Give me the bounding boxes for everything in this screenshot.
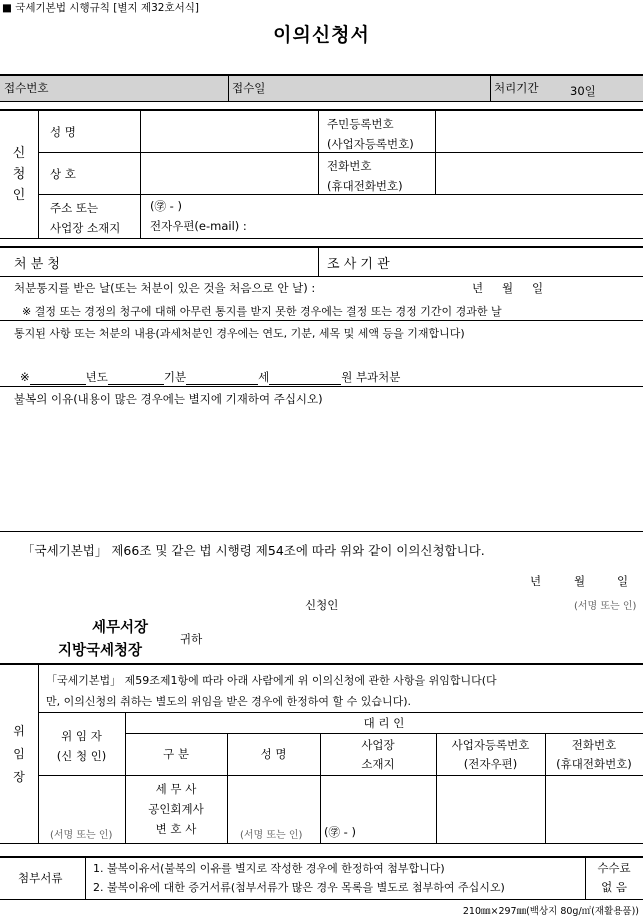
attachments-label: 첨부서류 — [18, 871, 63, 885]
trade-name-field[interactable] — [142, 154, 317, 193]
col-type-header: 구 분 — [163, 747, 189, 761]
applicant-signature-hint[interactable]: (서명 또는 인) — [574, 601, 637, 612]
form-law-reference: ■ 국세기본법 시행규칙 [별지 제32호서식] — [2, 2, 199, 14]
recipient-tax-office: 세무서장 — [92, 620, 149, 636]
attachment-item-2: 2. 불복이유에 대한 증거서류(첨부서류가 많은 경우 목록을 별도로 첨부하여 주십시오) — [93, 881, 505, 894]
tax-disposition-line[interactable]: ※ 년도 기분 세 원 부과처분 — [20, 370, 401, 384]
declaration-day-label: 일 — [617, 574, 629, 588]
receipt-number-label: 접수번호 — [4, 81, 49, 95]
phone-label: 전화번호 (휴대전화번호) — [327, 159, 403, 193]
col-phone-header: 전화번호 (휴대전화번호) — [556, 738, 632, 771]
col-address-header: 사업장 소재지 — [361, 738, 395, 771]
trade-name-label: 상 호 — [50, 167, 76, 181]
delegator-label: 위 임 자 (신 청 인) — [56, 729, 107, 763]
declaration-statement: 「국세기본법」 제66조 및 같은 법 시행령 제54조에 따라 위와 같이 이의신청합니다. — [22, 543, 485, 558]
delegation-text-1: 「국세기본법」 제59조제1항에 따라 아래 사람에게 위 이의신청에 관한 사항을 위임합니다(다 — [46, 674, 497, 687]
processing-period-value: 30일 — [570, 84, 596, 98]
notice-month-label: 월 — [502, 281, 514, 295]
paper-spec: 210㎜×297㎜(백상지 80g/㎡(재활용품)) — [462, 906, 639, 917]
resident-number-field[interactable] — [437, 112, 642, 151]
applicant-signature-label: 신청인 — [305, 598, 339, 612]
delegator-signature-hint[interactable]: (서명 또는 인) — [50, 830, 113, 841]
disposition-content-label: 통지된 사항 또는 처분의 내용(과세처분인 경우에는 연도, 기분, 세목 및 세액 등을 기재합니다) — [14, 327, 465, 340]
resident-number-label: 주민등록번호 (사업자등록번호) — [327, 117, 414, 151]
receipt-bar — [0, 75, 643, 101]
appeal-reason-field[interactable] — [4, 410, 640, 528]
disposition-office-field[interactable] — [100, 248, 315, 275]
delegation-section-label: 위 임 장 — [13, 724, 25, 784]
fee-label: 수수료 — [597, 861, 631, 875]
declaration-month-label: 월 — [574, 574, 586, 588]
attachment-item-1: 1. 불복이유서(불복의 이유를 별지로 작성한 경우에 한정하여 첨부합니다) — [93, 862, 445, 875]
page-title: 이의신청서 — [273, 24, 370, 46]
delegation-text-2: 만, 이의신청의 취하는 별도의 위임을 받은 경우에 한정하여 할 수 있습니다). — [46, 695, 412, 708]
processing-period-label: 처리기간 — [494, 81, 539, 95]
address-label: 주소 또는 사업장 소재지 — [50, 201, 121, 235]
investigation-agency-label: 조 사 기 관 — [327, 257, 390, 272]
name-field[interactable] — [142, 112, 317, 151]
recipient-regional-office: 지방국세청장 — [58, 643, 143, 659]
email-label[interactable]: 전자우편(e-mail) : — [150, 219, 247, 233]
col-bizno-header: 사업자등록번호 (전자우편) — [451, 738, 530, 771]
honorific: 귀하 — [180, 632, 203, 646]
agent-type-list[interactable]: 세 무 사 공인회계사 변 호 사 — [148, 782, 204, 836]
investigation-agency-field[interactable] — [440, 248, 640, 275]
notice-year-label: 년 — [472, 281, 484, 295]
notice-day-label: 일 — [532, 281, 544, 295]
address-zip[interactable]: (㊫ - ) — [150, 199, 182, 213]
col-name-header: 성 명 — [260, 747, 287, 761]
agent-label: 대 리 인 — [363, 716, 405, 730]
agent-zip[interactable]: (㊫ - ) — [324, 825, 356, 839]
declaration-year-label: 년 — [530, 574, 542, 588]
fee-value: 없 음 — [601, 880, 627, 894]
disposition-office-label: 처 분 청 — [14, 257, 60, 272]
name-label: 성 명 — [50, 125, 76, 139]
receipt-date-label: 접수일 — [232, 81, 266, 95]
appeal-reason-label: 불복의 이유(내용이 많은 경우에는 별지에 기재하여 주십시오) — [14, 392, 323, 406]
applicant-section-label: 신 청 인 — [12, 146, 26, 203]
agent-signature-hint[interactable]: (서명 또는 인) — [240, 830, 303, 841]
notice-note: ※ 결정 또는 경정의 청구에 대해 아무런 통지를 받지 못한 경우에는 결정 또는 경정 기간이 경과한 날 — [22, 305, 502, 318]
phone-field[interactable] — [437, 154, 642, 193]
notice-date-label: 처분통지를 받은 날(또는 처분이 있은 것을 처음으로 안 날) : — [14, 281, 316, 295]
